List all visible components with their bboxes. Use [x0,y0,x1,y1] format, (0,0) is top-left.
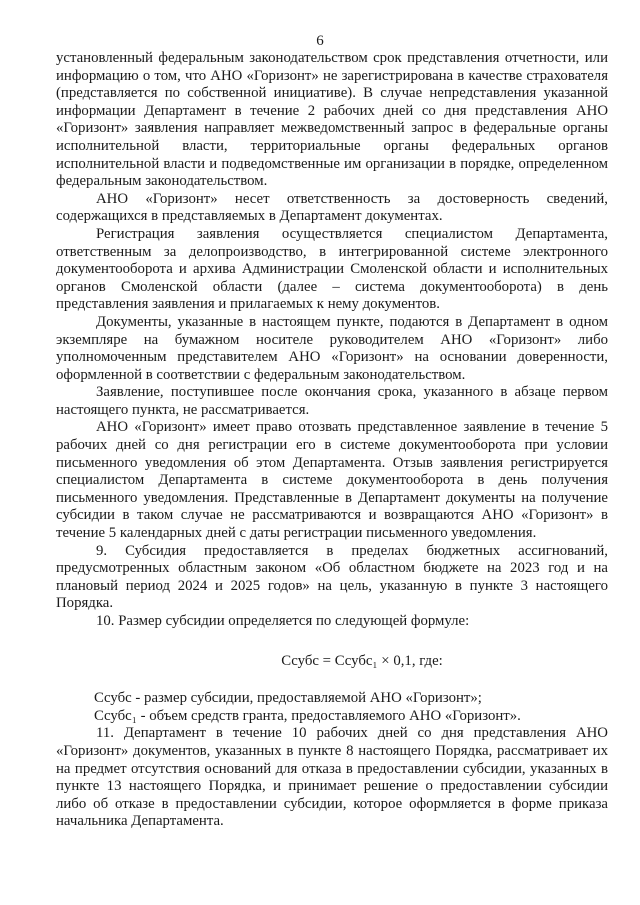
paragraph-late-application: Заявление, поступившее после окончания срока, указанного в абзаце первом настоящего пункта, не рассматривается. [56,384,608,418]
formula-definition-1: Ссубс - размер субсидии, предоставляемой АНО «Горизонт»; [94,690,482,707]
paragraph-withdrawal: АНО «Горизонт» имеет право отозвать представленное заявление в течение 5 рабочих дней со дня регистрации его в системе документооборота при условии письменного уведомления об этом Департамента. Отзыв заявления регистрируется специалистом Департамента в системе документооборота в день получения письменного уведомления. Представленные в Департамент документы на получение субсидии в таком случае не рассматриваются и возвращаются АНО «Горизонт» в течение 5 календарных дней с даты регистрации письменного уведомления. [56,419,608,542]
paragraph-item-10: 10. Размер субсидии определяется по следующей формуле: [96,613,470,629]
paragraph-responsibility: АНО «Горизонт» несет ответственность за достоверность сведений, содержащихся в представляемых в Департамент документах. [56,190,608,225]
paragraph-continuation: установленный федеральным законодательством срок представления отчетности, или информацию о том, что АНО «Горизонт» не зарегистрирована в качестве страхователя (представляется по собственной инициативе). В случае непредставления указанной информации Департамент в течение 2 рабочих дней со дня представления АНО «Горизонт» заявления направляет межведомственный запрос в федеральные органы исполнительной власти, территориальные органы федеральных органов исполнительной власти и подведомственные им организации в порядке, определенном федеральным законодательством. [56,50,608,190]
formula-definition-2: Ссубс₁ - объем средств гранта, предоставляемого АНО «Горизонт». [94,707,521,724]
page-number: 6 [316,33,324,49]
paragraph-item-9: 9. Субсидия предоставляется в пределах бюджетных ассигнований, предусмотренных областным законом «Об областном бюджете на 2023 год и на плановый период 2024 и 2025 годов» на цель, указанную в пункте 3 настоящего Порядка. [56,542,608,612]
subsidy-formula: Ссубс = Ссубс₁ × 0,1, где: [281,652,443,669]
paragraph-item-11: 11. Департамент в течение 10 рабочих дней со дня представления АНО «Горизонт» документов, указанных в пункте 8 настоящего Порядка, рассматривает их на предмет отсутствия оснований для отказа в предоставлении субсидии, указанных в пункте 13 настоящего Порядка, и принимает решение о предоставлении субсидии либо об отказе в предоставлении субсидии, которое оформляется в форме приказа начальника Департамента. [56,725,608,830]
document-body [56,50,608,831]
paragraph-documents-submission: Документы, указанные в настоящем пункте, подаются в Департамент в одном экземпляре на бумажном носителе руководителем АНО «Горизонт» либо уполномоченным представителем АНО «Горизонт» на основании доверенности, оформленной в соответствии с федеральным законодательством. [56,313,608,383]
paragraph-registration: Регистрация заявления осуществляется специалистом Департамента, ответственным за делопроизводство, в интегрированной системе электронного документооборота и архива Администрации Смоленской области и исполнительных органов Смоленской области (далее – система документооборота) в день представления заявления и прилагаемых к нему документов. [56,225,608,313]
